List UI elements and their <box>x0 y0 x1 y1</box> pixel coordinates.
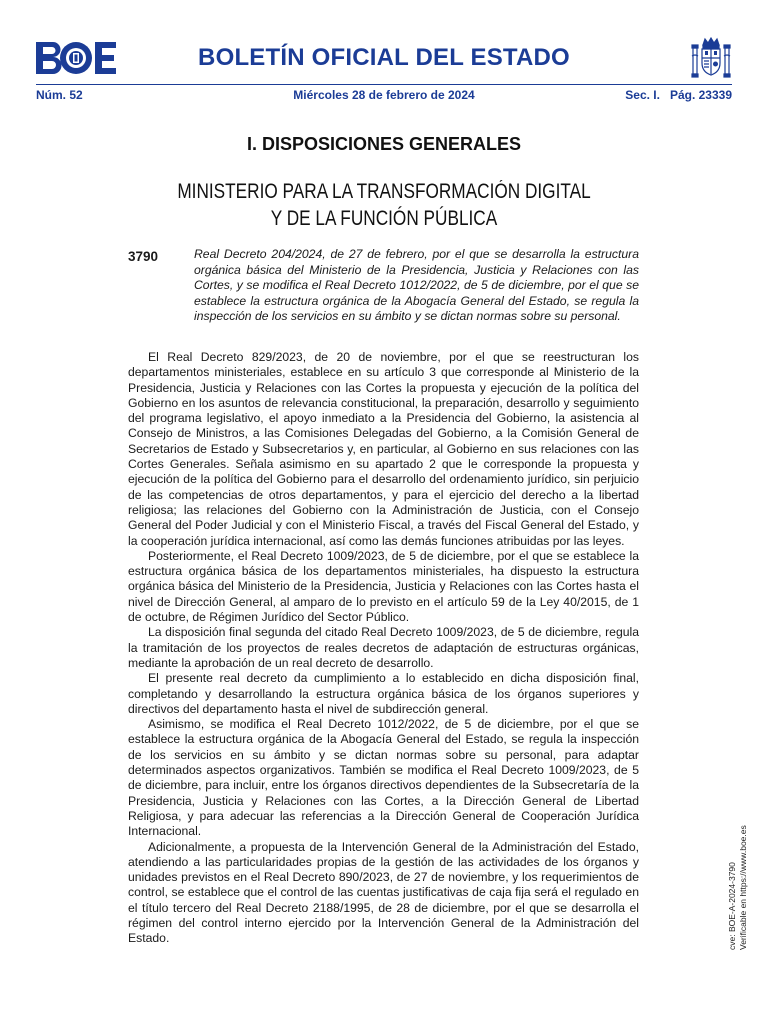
paragraph: El Real Decreto 829/2023, de 20 de noviembre, por el que se reestructuran los departamentos ministeriales, establece en su artículo 3 que corresponde al Ministerio de la Presidencia, Justicia y Relaciones con las Cortes la propuesta y ejecución de la política del Gobierno en los asuntos de relevancia constitucional, la preparación, desarrollo y seguimiento del programa legislativo, el apoyo inmediato a la Presidencia del Gobierno, la asistencia al Consejo de Ministros, a las Comisiones Delegadas del Gobierno, a la Comisión General de Secretarios de Estado y Subsecretarios y, en particular, al Gobierno en sus relaciones con las Cortes Generales. Señala asimismo en su apartado 2 que le corresponde la propuesta y ejecución de la política del Gobierno para el desarrollo del ordenamiento jurídico, sin perjuicio de las competencias de otros departamentos, y para el ejercicio del derecho a la libertad religiosa; las relaciones del Gobierno con la Administración de Justicia, con el Consejo General del Poder Judicial y con el Ministerio Fiscal, a través del Fiscal General del Estado, y la cooperación jurídica internacional, así como las demás funciones atribuidas por las leyes. <box>128 350 639 548</box>
document-number: 3790 <box>128 249 159 264</box>
ministry-line-1: MINISTERIO PARA LA TRANSFORMACIÓN DIGITAL <box>177 180 591 203</box>
section-page <box>625 88 732 102</box>
section-title: I. DISPOSICIONES GENERALES <box>246 134 522 154</box>
spain-coat-of-arms-icon <box>690 36 732 80</box>
ministry-title <box>69 178 699 232</box>
gazette-title: BOLETÍN OFICIAL DEL ESTADO <box>198 44 570 71</box>
paragraph: El presente real decreto da cumplimiento a lo establecido en dicha disposición final, completando y desarrollando la estructura orgánica básica de los órganos superiores y directivos del departamento hasta el nivel de subdirección general. <box>128 671 639 716</box>
paragraph: Posteriormente, el Real Decreto 1009/2023, de 5 de diciembre, por el que se establece la estructura orgánica básica de los departamentos ministeriales, ha dispuesto la estructura orgánica básica del Ministerio de la Presidencia, Justicia y Relaciones con las Cortes hasta el nivel de Dirección General, al amparo de lo previsto en el artículo 59 de la Ley 40/2015, de 1 de octubre, de Régimen Jurídico del Sector Público. <box>128 548 639 625</box>
document-title: Real Decreto 204/2024, de 27 de febrero, por el que se desarrolla la estructura orgánica básica del Ministerio de la Presidencia, Justicia y Relaciones con las Cortes, y se modifica el Real Decreto 1012/2022, de 5 de diciembre, por el que se establece la estructura orgánica de la Abogacía General del Estado, se regula la inspección de los servicios en su ámbito y se dictan normas sobre su personal. <box>194 247 639 323</box>
paragraph: La disposición final segunda del citado Real Decreto 1009/2023, de 5 de diciembre, regula la tramitación de los proyectos de reales decretos de adaptación de estructuras orgánicas, mediante la aprobación de un real decreto de desarrollo. <box>128 625 639 670</box>
paragraph: Asimismo, se modifica el Real Decreto 1012/2022, de 5 de diciembre, por el que se establece la estructura orgánica de la Abogacía General del Estado, se regula la inspección de los servicios en su ámbito y se dictan normas sobre su personal, para adaptar determinados aspectos organizativos. También se modifica el Real Decreto 1009/2023, de 5 de diciembre, para incluir, entre los órganos directivos dependientes de la Subsecretaría de la Presidencia, Justicia y Relaciones con las Cortes, a la Dirección General de Libertad Religiosa, y para adecuar las referencias a la Dirección General de Cooperación Jurídica Internacional. <box>128 717 639 839</box>
header-rule <box>36 84 732 85</box>
cve-code: cve: BOE-A-2024-3790 <box>727 862 737 950</box>
verification-sidebar <box>727 810 749 950</box>
verification-link[interactable]: Verificable en https://www.boe.es <box>738 825 748 950</box>
issue-date: Miércoles 28 de febrero de 2024 <box>293 88 475 102</box>
section-label: Sec. I. <box>625 88 660 102</box>
document-body <box>128 350 639 947</box>
paragraph: Adicionalmente, a propuesta de la Intervención General de la Administración del Estado, atendiendo a las particularidades propias de la gestión de las actividades de los órganos y unidades previstos en el Real Decreto 890/2023, de 27 de noviembre, y los requerimientos de control, se establece que el control de las cuentas justificativas de caja fija será el regulado en el título tercero del Real Decreto 2188/1995, de 28 de diciembre, por el que se desarrolla el régimen del control interno ejercido por la Intervención General de la Administración del Estado. <box>128 839 639 946</box>
issue-number: Núm. 52 <box>36 88 83 102</box>
ministry-line-2: Y DE LA FUNCIÓN PÚBLICA <box>270 207 498 230</box>
page-label: Pág. 23339 <box>669 88 732 102</box>
